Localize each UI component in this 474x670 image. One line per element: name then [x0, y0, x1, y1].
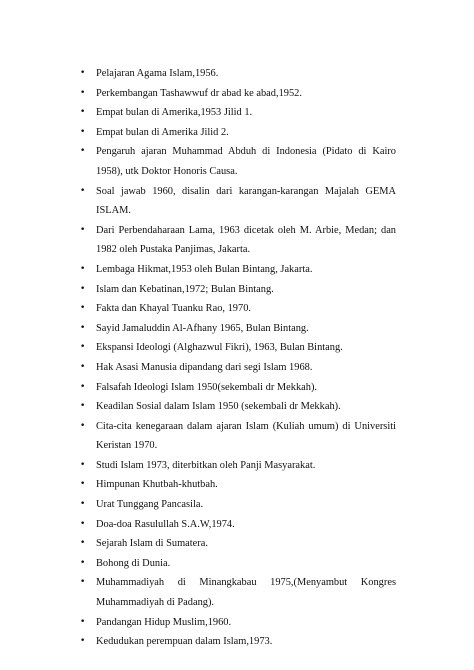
list-item: • Hak Asasi Manusia dipandang dari segi Islam 1968. [80, 358, 396, 378]
bibliography-list [80, 64, 396, 652]
list-item: • Pandangan Hidup Muslim,1960. [80, 613, 396, 633]
list-item: • Muhammadiyah di Minangkabau 1975,(Menyambut Kongres Muhammadiyah di Padang). [80, 573, 396, 612]
list-item: • Lembaga Hikmat,1953 oleh Bulan Bintang, Jakarta. [80, 260, 396, 280]
list-item: • Fakta dan Khayal Tuanku Rao, 1970. [80, 299, 396, 319]
list-item: • Ekspansi Ideologi (Alghazwul Fikri), 1963, Bulan Bintang. [80, 338, 396, 358]
list-item: • Sayid Jamaluddin Al-Afhany 1965, Bulan Bintang. [80, 319, 396, 339]
list-item: • Himpunan Khutbah-khutbah. [80, 475, 396, 495]
list-item: • Sejarah Islam di Sumatera. [80, 534, 396, 554]
list-item: • Studi Islam 1973, diterbitkan oleh Panji Masyarakat. [80, 456, 396, 476]
list-item: • Islam dan Kebatinan,1972; Bulan Bintang. [80, 280, 396, 300]
list-item: • Kedudukan perempuan dalam Islam,1973. [80, 632, 396, 652]
list-item: • Urat Tunggang Pancasila. [80, 495, 396, 515]
list-item: • Soal jawab 1960, disalin dari karangan-karangan Majalah GEMA ISLAM. [80, 182, 396, 221]
list-item: • Dari Perbendaharaan Lama, 1963 dicetak oleh M. Arbie, Medan; dan 1982 oleh Pustaka Panjimas, Jakarta. [80, 221, 396, 260]
list-item: • Empat bulan di Amerika,1953 Jilid 1. [80, 103, 396, 123]
list-item: • Pengaruh ajaran Muhammad Abduh di Indonesia (Pidato di Kairo 1958), utk Doktor Honoris Causa. [80, 142, 396, 181]
list-item: • Falsafah Ideologi Islam 1950(sekembali dr Mekkah). [80, 378, 396, 398]
list-item: • Cita-cita kenegaraan dalam ajaran Islam (Kuliah umum) di Universiti Keristan 1970. [80, 417, 396, 456]
list-item: • Empat bulan di Amerika Jilid 2. [80, 123, 396, 143]
list-item: • Perkembangan Tashawwuf dr abad ke abad,1952. [80, 84, 396, 104]
list-item: • Bohong di Dunia. [80, 554, 396, 574]
list-item: • Pelajaran Agama Islam,1956. [80, 64, 396, 84]
list-item: • Doa-doa Rasulullah S.A.W,1974. [80, 515, 396, 535]
list-item: • Keadilan Sosial dalam Islam 1950 (sekembali dr Mekkah). [80, 397, 396, 417]
